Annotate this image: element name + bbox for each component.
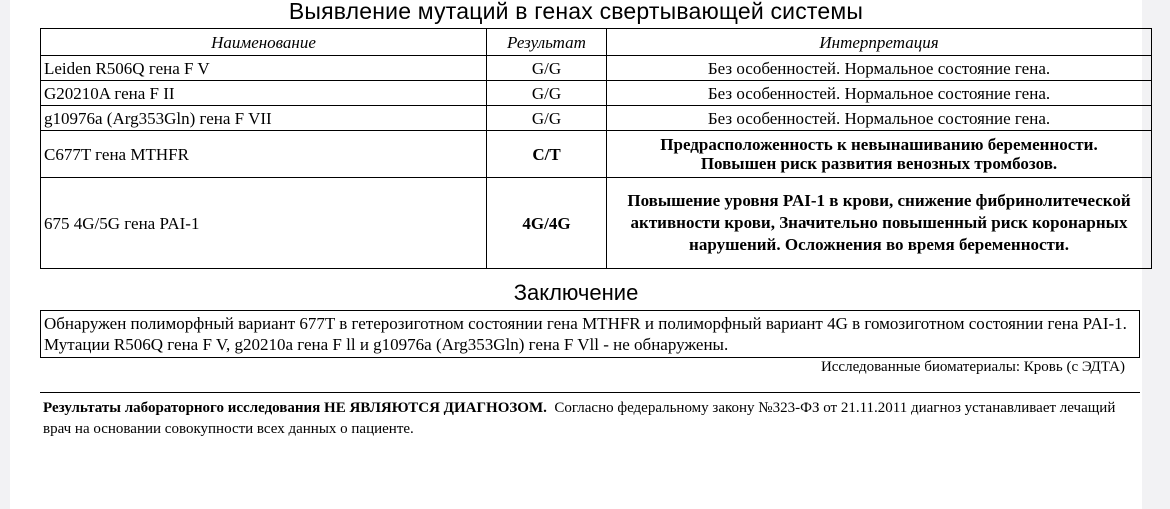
- interpretation-line: Предрасположенность к невынашиванию беременности.: [660, 135, 1098, 154]
- table-header-row: [41, 29, 1152, 56]
- gene-result: G/G: [487, 81, 607, 106]
- gene-name: 675 4G/5G гена PAI-1: [41, 178, 487, 269]
- header-name: Наименование: [41, 29, 487, 56]
- disclaimer-bold: Результаты лабораторного исследования НЕ ЯВЛЯЮТСЯ ДИАГНОЗОМ.: [43, 400, 547, 416]
- gene-result: G/G: [487, 106, 607, 131]
- disclaimer-text: Согласно федеральному закону №323-ФЗ от 21.11.2011 диагноз устанавливает лечащий врач на основании совокупности всех данных о пациенте.: [43, 400, 1116, 437]
- gene-name: C677T гена MTHFR: [41, 131, 487, 178]
- gene-name: Leiden R506Q гена F V: [41, 56, 487, 81]
- gene-interpretation: Повышение уровня PAI-1 в крови, снижение фибринолитеческой активности крови, Значительно повышенный риск коронарных нарушений. Осложнения во время беременности.: [607, 178, 1152, 269]
- document-page: [10, 0, 1142, 509]
- page-margin-left: [0, 0, 10, 509]
- gene-interpretation: Без особенностей. Нормальное состояние гена.: [607, 56, 1152, 81]
- interpretation-line: Повышен риск развития венозных тромбозов.: [700, 154, 1058, 173]
- gene-interpretation: [607, 131, 1152, 178]
- gene-name: g10976a (Arg353Gln) гена F VII: [41, 106, 487, 131]
- gene-interpretation: Без особенностей. Нормальное состояние гена.: [607, 81, 1152, 106]
- conclusion-title: Заключение: [513, 280, 639, 305]
- table-row: [41, 81, 1152, 106]
- gene-result: 4G/4G: [487, 178, 607, 269]
- conclusion-text: Обнаружен полиморфный вариант 677T в гетерозиготном состоянии гена MTHFR и полиморфный вариант 4G в гомозиготном состоянии гена PAI-1. Мутации R506Q гена F V, g20210a гена F ll и g10976a (Arg353Gln) гена F Vll - не обнаружены.: [40, 310, 1140, 358]
- table-row: [41, 131, 1152, 178]
- header-result: Результат: [487, 29, 607, 56]
- table-row: [41, 106, 1152, 131]
- gene-result: C/T: [487, 131, 607, 178]
- divider: [40, 392, 1140, 393]
- page-title: Выявление мутаций в генах свертывающей системы: [288, 0, 864, 24]
- gene-result: G/G: [487, 56, 607, 81]
- gene-interpretation: Без особенностей. Нормальное состояние гена.: [607, 106, 1152, 131]
- table-row: [41, 178, 1152, 269]
- mutations-table: [40, 28, 1152, 269]
- gene-name: G20210A гена F II: [41, 81, 487, 106]
- biomaterials-note: Исследованные биоматериалы: Кровь (с ЭДТА): [820, 359, 1125, 375]
- disclaimer: [43, 398, 1138, 440]
- header-interpretation: Интерпретация: [607, 29, 1152, 56]
- table-row: [41, 56, 1152, 81]
